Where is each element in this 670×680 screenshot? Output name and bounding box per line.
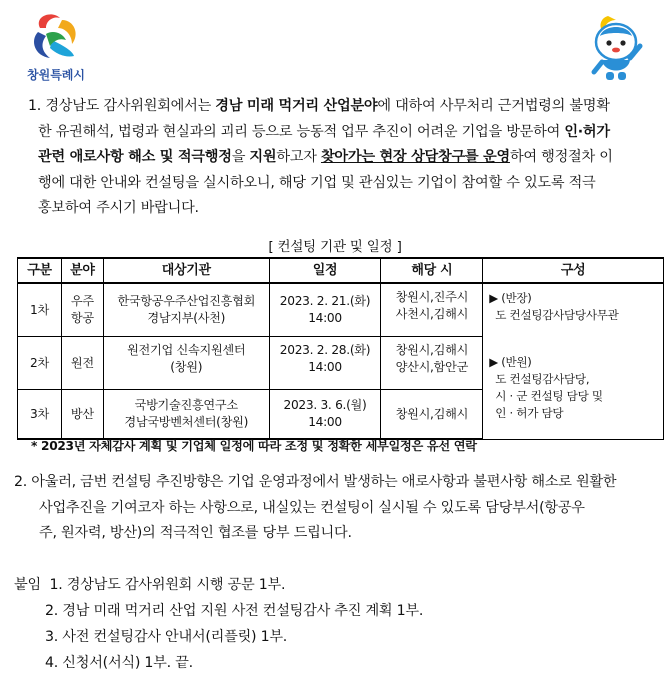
city-line: 양산시,함안군: [395, 360, 469, 374]
cell-organization: [103, 337, 269, 390]
header-city: 해당 시: [381, 258, 483, 283]
table-header-row: [18, 258, 664, 283]
paragraph-2-line-2: 사업추진을 기여코자 하는 사항으로, 내실있는 컨설팅이 실시될 수 있도록 담당부서(항공우: [39, 499, 585, 516]
p1-text: 을: [231, 149, 250, 166]
p1-bold-support: 지원: [249, 149, 277, 166]
org-line: 경남지부(사천): [147, 311, 226, 325]
header-round: 구분: [18, 258, 62, 283]
city-line: 사천시,김해시: [395, 307, 469, 321]
paragraph-1-line-5: 홍보하여 주시기 바랍니다.: [38, 200, 199, 217]
city-line: 창원시,진주시: [395, 290, 469, 304]
composition-member-item: 시 · 군 컨설팅 담당 및: [495, 389, 603, 403]
table-title: [ 컨설팅 기관 및 일정 ]: [268, 239, 402, 255]
city-emblem-icon: [16, 10, 96, 66]
org-line: 국방기술진흥연구소: [134, 398, 238, 412]
cell-round: 2차: [18, 337, 62, 390]
cell-city: [381, 337, 483, 390]
city-line: 창원시,김해시: [395, 343, 469, 357]
cell-composition: [483, 283, 664, 439]
cell-city: 창원시,김해시: [381, 390, 483, 440]
attachment-first-row: [14, 572, 423, 598]
composition-members: [489, 354, 659, 422]
field-line: 항공: [70, 311, 94, 325]
cell-field: 방산: [61, 390, 103, 440]
date-line: 2023. 2. 28.(화): [279, 343, 371, 357]
attachment-item: 3. 사전 컨설팅감사 안내서(리플릿) 1부.: [45, 629, 288, 645]
cell-schedule: [269, 390, 381, 440]
table-row: [18, 283, 664, 337]
paragraph-1: [14, 94, 664, 222]
city-logo: [16, 10, 96, 84]
cell-organization: [103, 390, 269, 440]
paragraph-1-line-1: [14, 94, 664, 120]
composition-members-head: ▶ (반원): [489, 355, 532, 369]
paragraph-2: [14, 470, 664, 547]
header-organization: 대상기관: [103, 258, 269, 283]
paragraph-2-line-1: 2. 아울러, 금번 컨설팅 추진방향은 기업 운영과정에서 발생하는 애로사항과 불편사항 해소로 원활한: [14, 474, 617, 490]
org-line: 원전기업 신속지원센터: [127, 343, 246, 357]
date-line: 2023. 3. 6.(월): [283, 398, 367, 412]
p1-text: 에 대하여 사무처리 근거법령의 불명확: [377, 98, 610, 114]
paragraph-1-line-3: [14, 145, 664, 171]
attachments-label: 붙임: [14, 577, 41, 593]
p1-bold-permit: 인·허가: [564, 123, 610, 140]
header-composition: 구성: [483, 258, 664, 283]
header-schedule: 일정: [269, 258, 381, 283]
p1-bold-underlined-desk: 찾아가는 현장 상담창구를 운영: [320, 149, 510, 166]
p1-text: 한 유권해석, 법령과 현실과의 괴리 등으로 능동적 업무 추진이 어려운 기업을 방문하여: [38, 123, 565, 140]
time-line: 14:00: [308, 360, 342, 374]
cell-city: [381, 283, 483, 337]
attachments: [14, 572, 423, 676]
mascot-character-icon: [586, 12, 646, 84]
attachment-item: 2. 경남 미래 먹거리 산업 지원 사전 컨설팅감사 추진 계획 1부.: [45, 603, 424, 619]
field-line: 우주: [70, 294, 94, 308]
org-line: 경남국방벤처센터(창원): [124, 415, 249, 429]
p1-bold-relief: 관련 애로사항 해소 및 적극행정: [38, 149, 232, 166]
org-line: (창원): [170, 360, 203, 374]
composition-member-item: 인 · 허가 담당: [495, 406, 564, 420]
paragraph-1-line-4: 행에 대한 안내와 컨설팅을 실시하오니, 해당 기업 및 관심있는 기업이 참여할 수 있도록 적극: [38, 174, 596, 191]
p1-text: 하여 행정절차 이: [509, 149, 613, 166]
city-mascot: [586, 12, 646, 84]
org-line: 한국항공우주산업진흥협회: [117, 294, 256, 308]
cell-field: 원전: [61, 337, 103, 390]
cell-schedule: [269, 283, 381, 337]
cell-schedule: [269, 337, 381, 390]
p1-bold-industry: 경남 미래 먹거리 산업분야: [215, 98, 378, 114]
p1-text: 하고자: [276, 149, 321, 166]
attachment-item: 1. 경상남도 감사위원회 시행 공문 1부.: [49, 577, 286, 593]
cell-round: 1차: [18, 283, 62, 337]
composition-leader-item: 도 컨설팅감사담당사무관: [495, 308, 619, 322]
date-line: 2023. 2. 21.(화): [279, 294, 371, 308]
header-field: 분야: [61, 258, 103, 283]
composition-member-item: 도 컨설팅감사담당,: [495, 372, 590, 386]
schedule-note: * 2023년 자체감사 계획 및 기업체 일정에 따라 조정 및 정확한 세부일정은 유선 연락: [31, 439, 477, 453]
composition-leader-head: ▶ (반장): [489, 291, 532, 305]
p1-text: 경상남도 감사위원회에서는: [45, 98, 216, 114]
time-line: 14:00: [308, 311, 342, 325]
consulting-schedule-table: [17, 257, 664, 440]
cell-field: [61, 283, 103, 337]
cell-organization: [103, 283, 269, 337]
composition-leader: [489, 290, 659, 324]
city-logo-text: 창원특례시: [27, 68, 85, 82]
attachment-item: 4. 신청서(서식) 1부. 끝.: [45, 655, 193, 671]
paragraph-1-line-2: [14, 120, 664, 146]
time-line: 14:00: [308, 415, 342, 429]
paragraph-1-number: 1.: [28, 98, 42, 114]
cell-round: 3차: [18, 390, 62, 440]
paragraph-2-line-3: 주, 원자력, 방산)의 적극적인 협조를 당부 드립니다.: [39, 525, 352, 542]
